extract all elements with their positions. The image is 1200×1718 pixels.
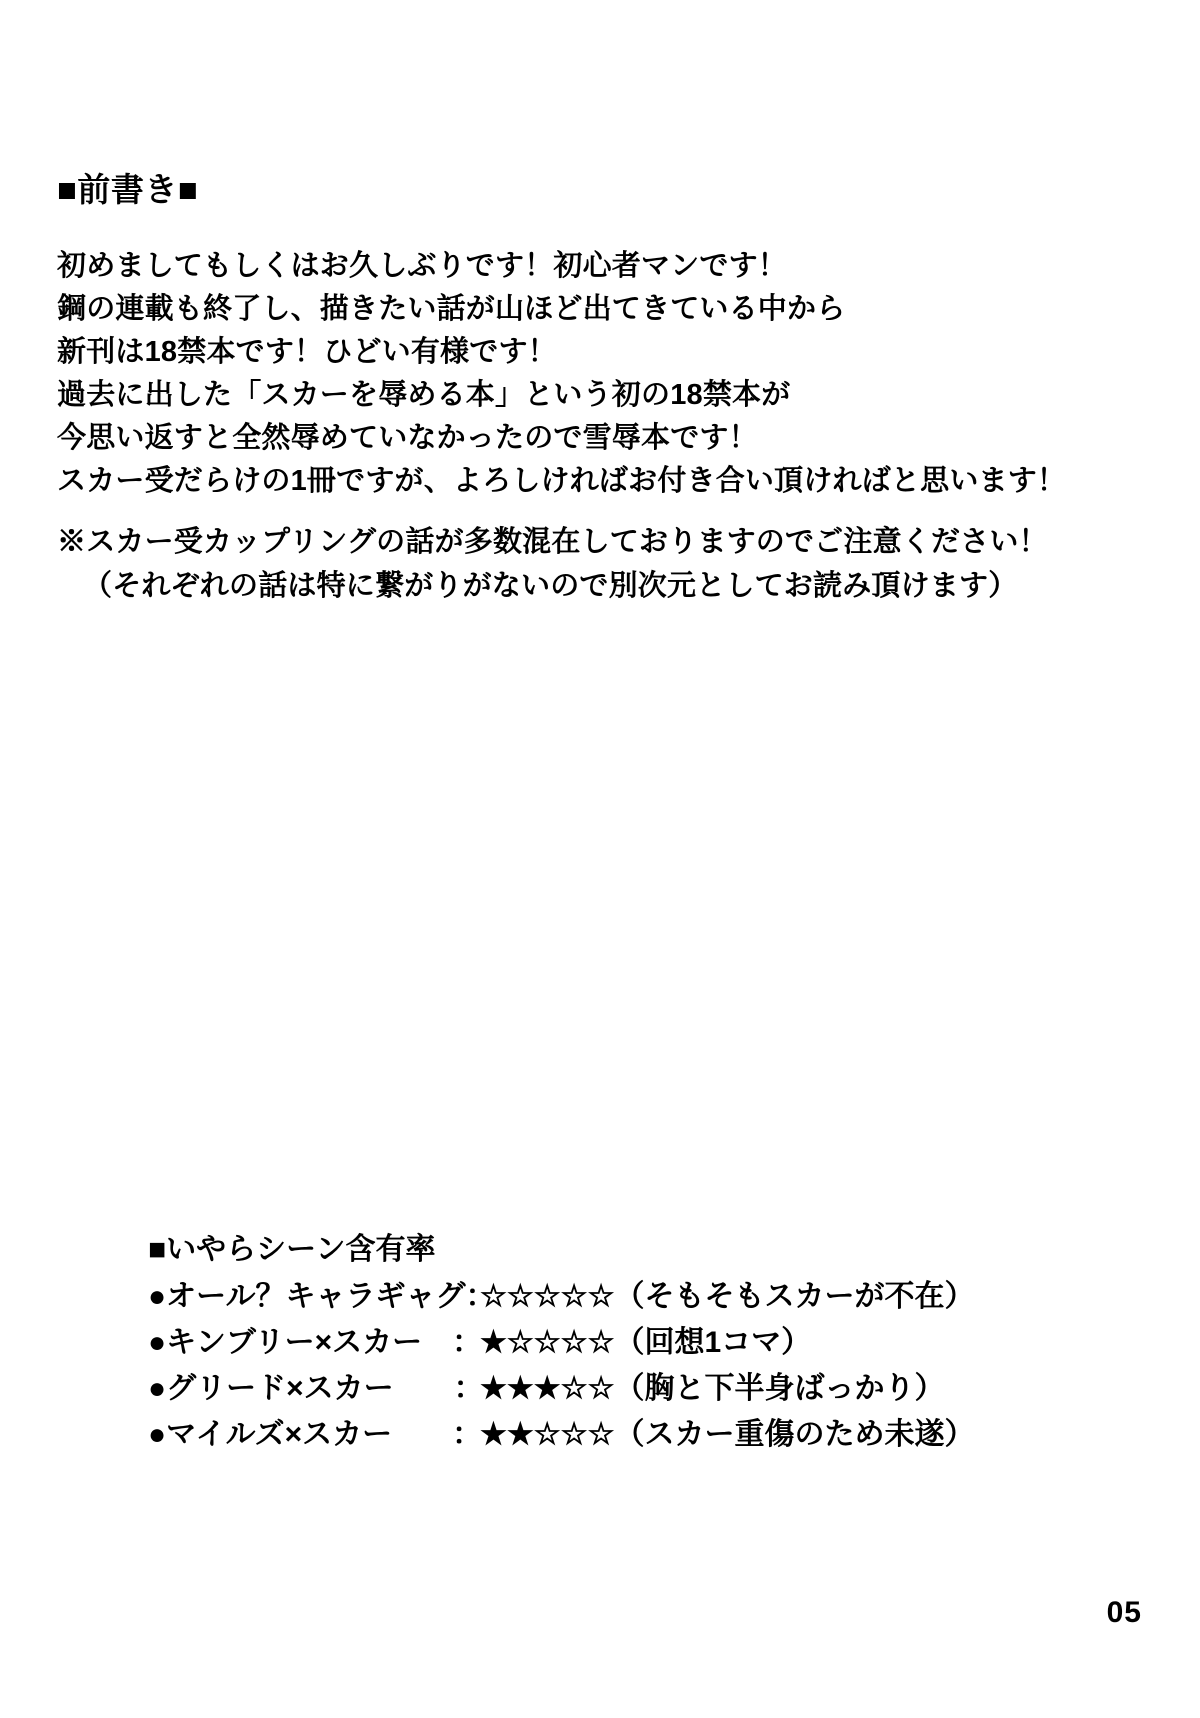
paragraph-line: スカー受だらけの1冊ですが、よろしければお付き合い頂ければと思います！	[57, 465, 1067, 497]
ratings-section	[148, 1228, 1148, 1458]
paragraph-line: 新刊は18禁本です！ひどい有様です！	[57, 336, 557, 368]
preface-note	[57, 520, 1157, 608]
paragraph-line: 鋼の連載も終了し、描きたい話が山ほど出てきている中から	[57, 293, 846, 325]
page-number: 05	[1106, 1596, 1142, 1629]
note-line: ※スカー受カップリングの話が多数混在しておりますのでご注意ください！	[57, 526, 1048, 558]
rating-label: ●グリード×スカー ：	[148, 1372, 484, 1405]
rating-row	[148, 1320, 1148, 1366]
rating-label: ●オール？キャラギャグ：	[148, 1280, 496, 1313]
rating-row	[148, 1274, 1148, 1320]
rating-stars: ★☆☆☆☆	[480, 1326, 615, 1359]
rating-note: （回想1コマ）	[614, 1326, 812, 1359]
paragraph-line: 初めましてもしくはお久しぶりです！初心者マンです！	[57, 250, 788, 282]
note-line: （それぞれの話は特に繋がりがないので別次元としてお読み頂けます）	[83, 570, 1018, 602]
rating-note: （胸と下半身ばっかり）	[614, 1372, 945, 1405]
ratings-heading: ■いやらシーン含有率	[148, 1233, 436, 1266]
preface-paragraph	[57, 245, 1147, 503]
paragraph-line: 過去に出した「スカーを辱める本」という初の18禁本が	[57, 379, 791, 411]
rating-row	[148, 1412, 1148, 1458]
rating-stars: ★★☆☆☆	[480, 1418, 615, 1451]
rating-stars: ☆☆☆☆☆	[480, 1280, 615, 1313]
rating-note: （スカー重傷のため未遂）	[614, 1418, 975, 1451]
rating-label: ●キンブリー×スカー ：	[148, 1326, 483, 1359]
rating-stars: ★★★☆☆	[480, 1372, 615, 1405]
rating-label: ●マイルズ×スカー ：	[148, 1418, 483, 1451]
paragraph-line: 今思い返すと全然辱めていなかったので雪辱本です！	[57, 422, 758, 454]
rating-note: （そもそもスカーが不在）	[614, 1280, 975, 1313]
rating-row	[148, 1366, 1148, 1412]
preface-heading: ■前書き■	[57, 171, 199, 208]
